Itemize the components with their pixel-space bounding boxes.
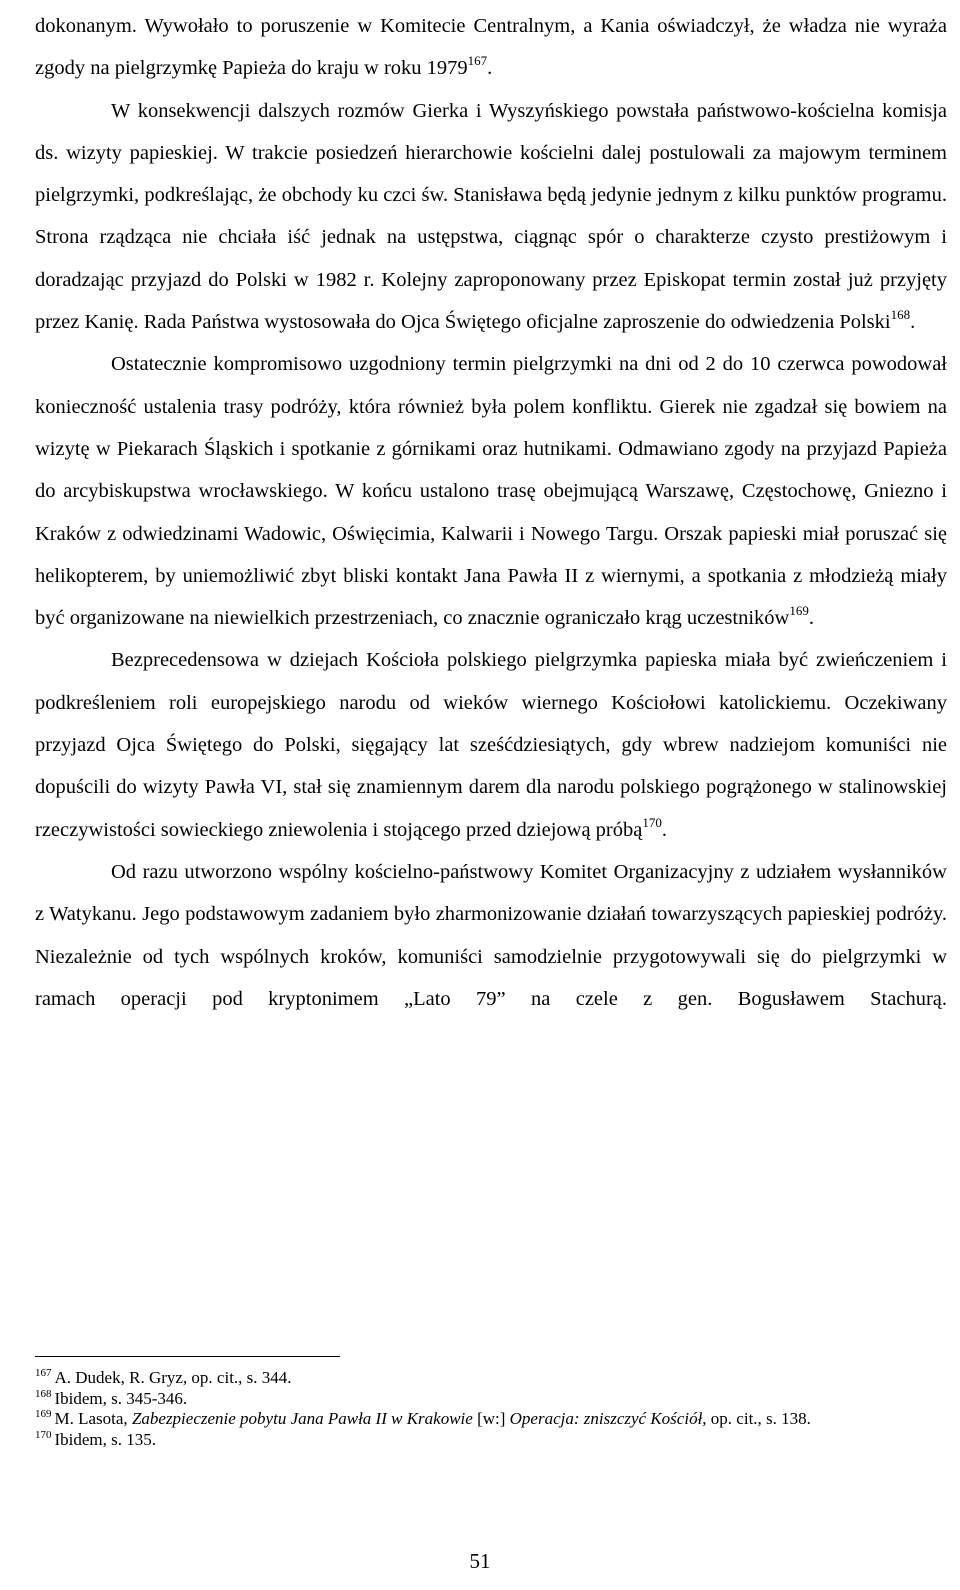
footnote-ref-168[interactable]: 168 (890, 307, 911, 323)
footnote-in: [w:] (472, 1409, 510, 1428)
footnote-author: M. Lasota, (54, 1409, 132, 1428)
paragraph-2-text: W konsekwencji dalszych rozmów Gierka i Wyszyńskiego powstała państwowo-kościelna komisja ds. wizyty papieskiej. W trakcie posiedzeń hierarchowie kościelni dalej postulowali za majowym terminem pielgrzymki, podkreślając, że obchody ku czci św. Stanisława będą jedynie jednym z kilku punktów programu. Strona rządząca nie chciała iść jednak na ustępstwa, ciągnąc spór o charakterze czysto prestiżowym i doradzając przyjazd do Polski w 1982 r. Kolejny zaproponowany przez Episkopat termin został już przyjęty przez Kanię. Rada Państwa wystosowała do Ojca Świętego oficjalne zaproszenie do odwiedzenia Polski (35, 99, 947, 334)
footnote-number: 169 (35, 1408, 52, 1420)
paragraph-3-text: Ostatecznie kompromisowo uzgodniony termin pielgrzymki na dni od 2 do 10 czerwca powodował konieczność ustalenia trasy podróży, która również była polem konfliktu. Gierek nie zgadzał się bowiem na wizytę w Piekarach Śląskich i spotkanie z górnikami oraz hutnikami. Odmawiano zgody na przyjazd Papieża do arcybiskupstwa wrocławskiego. W końcu ustalono trasę obejmującą Warszawę, Częstochowę, Gniezno i Kraków z odwiedzinami Wadowic, Oświęcimia, Kalwarii i Nowego Targu. Orszak papieski miał poruszać się helikopterem, by uniemożliwić zbyt bliski kontakt Jana Pawła II z wiernymi, a spotkania z młodzieżą miały być organizowane na niewielkich przestrzeniach, co znacznie ograniczało krąg uczestników (35, 353, 947, 630)
paragraph-1-text: dokonanym. Wywołało to poruszenie w Komitecie Centralnym, a Kania oświadczył, że władza nie wyraża zgody na pielgrzymkę Papieża do kraju w roku 1979 (35, 15, 947, 80)
footnote-ref-end: op. cit., s. 138. (706, 1409, 811, 1428)
footnote-number: 167 (35, 1367, 52, 1379)
footnote-169 (35, 1409, 947, 1430)
footnote-number: 170 (35, 1428, 52, 1441)
footnote-168 (35, 1389, 947, 1410)
paragraph-3-end: . (808, 607, 814, 630)
footnote-separator (35, 1356, 340, 1357)
paragraph-4 (35, 639, 947, 850)
paragraph-1 (35, 5, 947, 90)
footnotes (35, 1368, 947, 1450)
footnote-title-2: Operacja: zniszczyć Kościół, (509, 1409, 707, 1428)
paragraph-3 (35, 343, 947, 639)
footnote-text: Ibidem, s. 345-346. (54, 1388, 188, 1408)
paragraph-2-end: . (910, 311, 916, 334)
footnote-ref-169[interactable]: 169 (789, 603, 809, 619)
footnote-ref-170[interactable]: 170 (642, 814, 662, 830)
paragraph-5 (35, 851, 947, 1020)
footnote-170 (35, 1430, 947, 1451)
footnote-title: Zabezpieczenie pobytu Jana Pawła II w Krakowie (131, 1409, 473, 1428)
footnote-number: 168 (35, 1387, 52, 1400)
footnote-text: A. Dudek, R. Gryz, op. cit., s. 344. (54, 1368, 292, 1387)
paragraph-2 (35, 90, 947, 344)
paragraph-5-text: Od razu utworzono wspólny kościelno-państwowy Komitet Organizacyjny z udziałem wysłanników z Watykanu. Jego podstawowym zadaniem było zharmonizowanie działań towarzyszących papieskiej podróży. Niezależnie od tych wspólnych kroków, komuniści samodzielnie przygotowywali się do pielgrzymki w ramach operacji pod kryptonimem „Lato 79” na czele z gen. Bogusławem Stachurą. (35, 860, 947, 1010)
footnote-text: Ibidem, s. 135. (54, 1429, 157, 1449)
paragraph-1-end: . (487, 57, 493, 80)
paragraph-4-text: Bezprecedensowa w dziejach Kościoła polskiego pielgrzymka papieska miała być zwieńczeniem i podkreśleniem roli europejskiego narodu od wieków wiernego Kościołowi katolickiemu. Oczekiwany przyjazd Ojca Świętego do Polski, sięgający lat sześćdziesiątych, gdy wbrew nadziejom komuniści nie dopuścili do wizyty Pawła VI, stał się znamiennym darem dla narodu polskiego pogrążonego w stalinowskiej rzeczywistości sowieckiego zniewolenia i stojącego przed dziejową próbą (35, 649, 947, 841)
page-number: 51 (469, 1549, 491, 1573)
footnote-ref-167[interactable]: 167 (467, 53, 488, 69)
body-text (35, 5, 947, 1020)
footnote-167 (35, 1368, 947, 1389)
paragraph-4-end: . (661, 818, 667, 841)
